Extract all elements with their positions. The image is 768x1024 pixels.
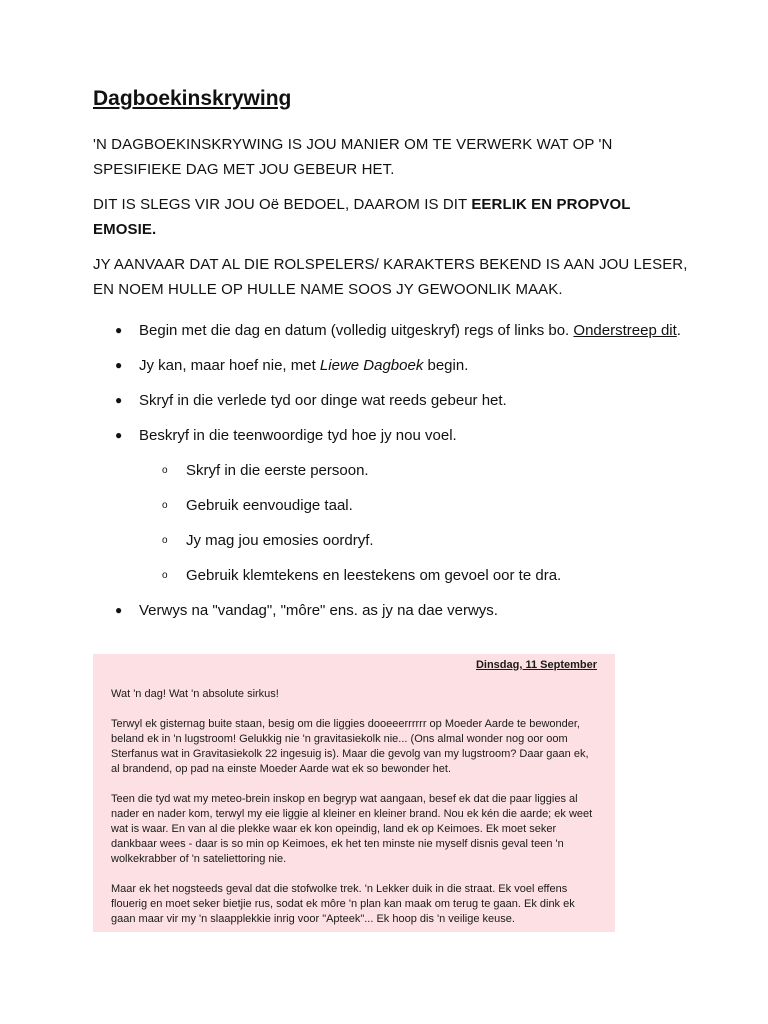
list-item-text: .	[676, 322, 681, 339]
bullet-icon: ●	[115, 603, 123, 617]
document-page	[93, 84, 693, 633]
diary-example-box	[93, 654, 615, 932]
list-item	[93, 423, 693, 588]
intro-paragraph-2-text: DIT IS SLEGS VIR JOU Oë BEDOEL, DAAROM IS DIT	[93, 196, 472, 213]
list-item	[93, 598, 693, 623]
bullet-icon: ●	[115, 428, 123, 442]
sub-list-item-text: Gebruik eenvoudige taal.	[186, 497, 353, 514]
circle-bullet-icon: o	[162, 500, 168, 511]
bullet-icon: ●	[115, 393, 123, 407]
page-title: Dagboekinskrywing	[93, 87, 292, 110]
diary-paragraph-2: Terwyl ek gisternag buite staan, besig om die liggies dooeeerrrrrr op Moeder Aarde te bewonder, beland ek in 'n lugstroom! Gelukkig nie 'n gravitasiekolk nie... (Ons almal wonder nog oor oom Sterfanus wat in Gravitasiekolk 22 ingesuig is). Maar die gevolg van my lugstroom? Daar gaan ek, al brandend, op pad na einste Moeder Aarde wat ek so bewonder het.	[111, 718, 589, 775]
bullet-icon: ●	[115, 323, 123, 337]
list-item-text: Beskryf in die teenwoordige tyd hoe jy nou voel.	[139, 427, 457, 444]
circle-bullet-icon: o	[162, 535, 168, 546]
sub-list-item	[93, 563, 693, 588]
circle-bullet-icon: o	[162, 465, 168, 476]
bullet-icon: ●	[115, 358, 123, 372]
list-item-text: Skryf in die verlede tyd oor dinge wat reeds gebeur het.	[139, 392, 507, 409]
list-item	[93, 318, 693, 343]
diary-paragraph-1: Wat 'n dag! Wat 'n absolute sirkus!	[111, 688, 279, 700]
list-item	[93, 388, 693, 413]
list-item-text: Verwys na "vandag", "môre" ens. as jy na dae verwys.	[139, 602, 498, 619]
sub-list-item	[93, 528, 693, 553]
sub-list-item	[93, 493, 693, 518]
intro-paragraph-1: 'N DAGBOEKINSKRYWING IS JOU MANIER OM TE VERWERK WAT OP 'N SPESIFIEKE DAG MET JOU GEBEUR HET.	[93, 136, 613, 178]
sub-list-item-text: Jy mag jou emosies oordryf.	[186, 532, 374, 549]
list-item-text: Jy kan, maar hoef nie, met	[139, 357, 320, 374]
sub-list	[139, 458, 693, 588]
sub-list-item-text: Skryf in die eerste persoon.	[186, 462, 369, 479]
intro-paragraph-3: JY AANVAAR DAT AL DIE ROLSPELERS/ KARAKTERS BEKEND IS AAN JOU LESER, EN NOEM HULLE OP HULLE NAME SOOS JY GEWOONLIK MAAK.	[93, 256, 688, 298]
intro-paragraph-2	[93, 192, 693, 242]
diary-paragraph-4: Maar ek het nogsteeds geval dat die stofwolke trek. 'n Lekker duik in die straat. Ek voel effens flouerig en moet seker bietjie rus, sodat ek môre 'n plan kan maak om terug te gaan. Ek dink ek gaan maar vir my 'n slaapplekkie inrig voor "Apteek"... Ek hoop dis 'n veilige keuse.	[111, 883, 575, 925]
list-item-text: begin.	[423, 357, 469, 374]
list-item-underlined: Onderstreep dit	[573, 322, 677, 339]
guidelines-list	[93, 318, 693, 623]
diary-paragraph-3: Teen die tyd wat my meteo-brein inskop en begryp wat aangaan, besef ek dat die paar liggies al nader en nader kom, terwyl my eie liggie al kleiner en kleiner brand. Nou ek kén die aarde; ek weet wat is waar. En van al die plekke waar ek kon opeindig, land ek op Keimoes. Ek moet seker dankbaar wees - daar is so min op Keimoes, ek het ten minste nie myself disnis geval teen 'n wolkekrabber of 'n sateliettoring nie.	[111, 793, 593, 865]
sub-list-item-text: Gebruik klemtekens en leestekens om gevoel oor te dra.	[186, 567, 562, 584]
list-item-italic: Liewe Dagboek	[319, 357, 424, 374]
list-item	[93, 353, 693, 378]
diary-date: Dinsdag, 11 September	[475, 659, 597, 671]
list-item-text: Begin met die dag en datum (volledig uitgeskryf) regs of links bo.	[139, 322, 574, 339]
intro-paragraph-2-bold: EERLIK EN PROPVOL EMOSIE.	[93, 196, 631, 238]
circle-bullet-icon: o	[162, 570, 168, 581]
sub-list-item	[93, 458, 693, 483]
